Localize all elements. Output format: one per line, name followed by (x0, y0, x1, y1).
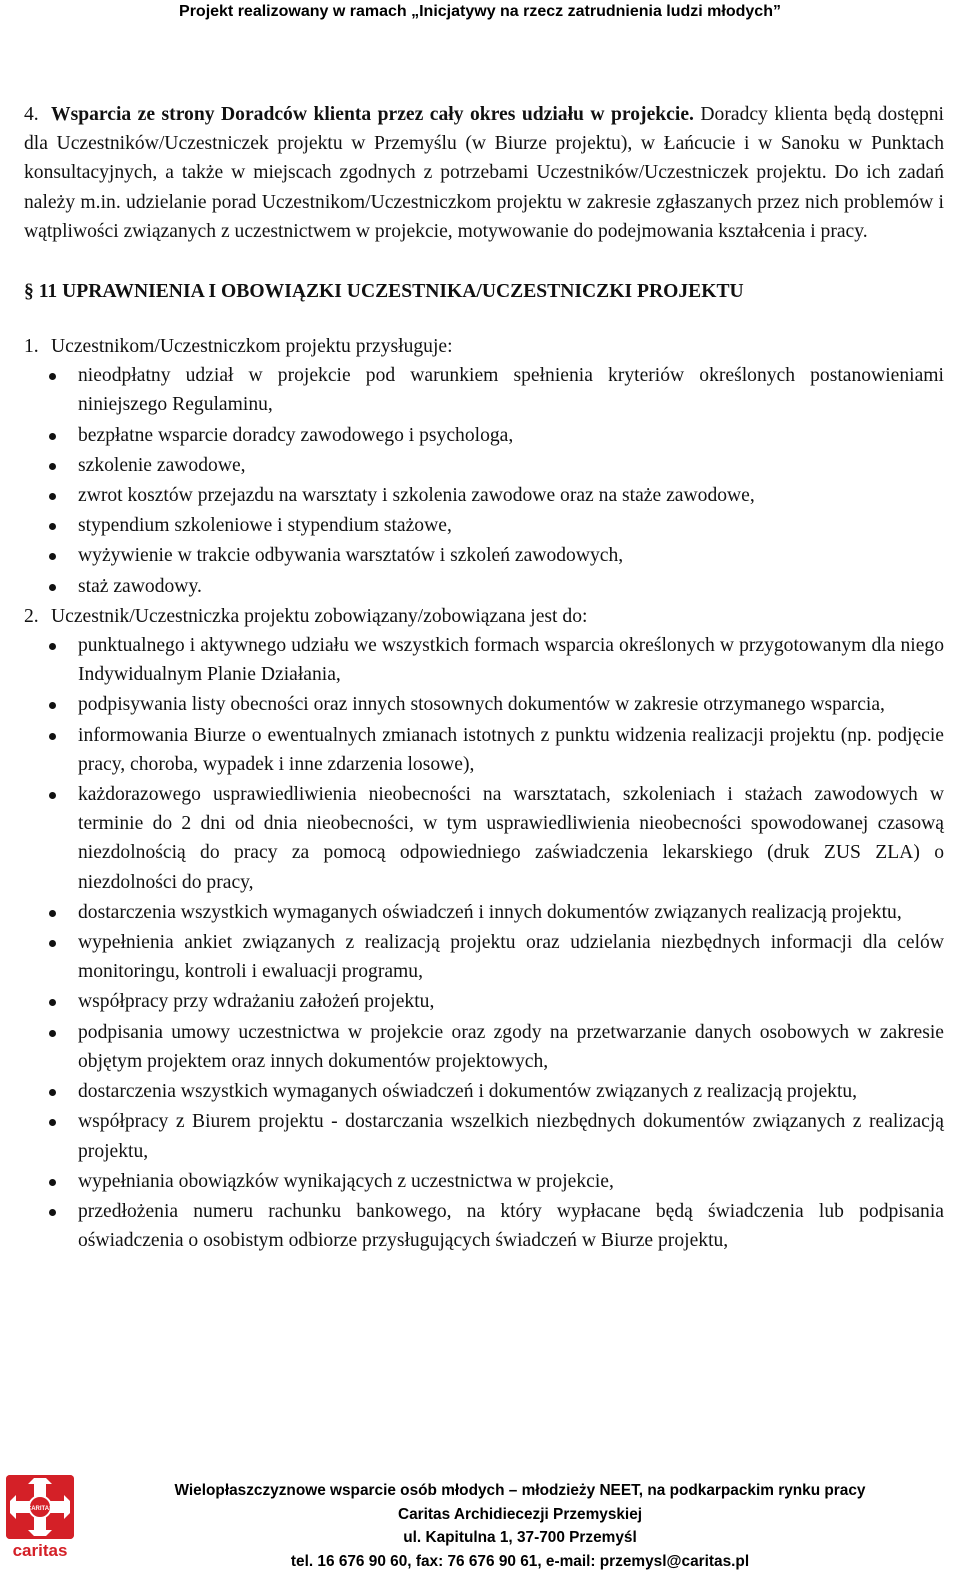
list-item (24, 541, 944, 570)
list-item (24, 631, 944, 689)
list-item (24, 1018, 944, 1076)
caritas-logo (6, 1475, 74, 1565)
list-item-text: informowania Biurze o ewentualnych zmianach istotnych z punktu widzenia realizacji projektu (np. podjęcie pracy, choroba, wypadek i inne zdarzenia losowe), (78, 724, 944, 775)
list-item (24, 987, 944, 1016)
list-item-text: szkolenie zawodowe, (78, 454, 246, 476)
bullet-icon (49, 523, 56, 530)
list-item (24, 481, 944, 510)
list-item-text: przedłożenia numeru rachunku bankowego, na który wypłacane będą świadczenia lub podpisania oświadczenia o osobistym odbiorze przysługujących świadczeń w Biurze projektu, (78, 1200, 944, 1252)
item-number: 1. (24, 336, 39, 358)
numbered-item-2 (24, 602, 944, 1255)
list-item-text: zwrot kosztów przejazdu na warsztaty i szkolenia zawodowe oraz na staże zawodowe, (78, 485, 755, 507)
footer-line-2: Caritas Archidiecezji Przemyskiej (397, 1505, 643, 1523)
list-item (24, 928, 944, 986)
list-item (24, 1197, 944, 1255)
bullet-icon (49, 1179, 56, 1186)
list-item (24, 721, 944, 779)
point-4-number: 4. (24, 104, 39, 125)
footer-line-1: Wielopłaszczyznowe wsparcie osób młodych – młodzieży NEET, na podkarpackim rynku pracy (174, 1482, 866, 1499)
bullet-icon (49, 463, 56, 470)
list-item-text: każdorazowego usprawiedliwienia nieobecności na warsztatach, szkoleniach i stażach zawodowych w terminie do 2 dni od dnia nieobecności, w tym usprawiedliwienia nieobecności spowodowanej czasową niezdolnością do pracy za pomocą odpowiedniego zaświadczenia lekarskiego (druk ZUS ZLA) o niezdolności do pracy, (78, 784, 944, 893)
list-item (24, 1077, 944, 1106)
list-item-text: stypendium szkoleniowe i stypendium stażowe, (78, 515, 452, 537)
list-item (24, 1107, 944, 1165)
document-body (24, 100, 944, 1256)
bullet-icon (49, 910, 56, 917)
list-item-text: bezpłatne wsparcie doradcy zawodowego i psychologa, (78, 424, 514, 446)
item-heading-text: Uczestnik/Uczestniczka projektu zobowiązany/zobowiązana jest do: (51, 605, 588, 627)
bullet-icon (49, 373, 56, 380)
bullet-icon (49, 433, 56, 440)
footer-text (80, 1479, 960, 1573)
list-item (24, 572, 944, 601)
caritas-cross-icon (6, 1475, 74, 1539)
list-item (24, 511, 944, 540)
header-title: Projekt realizowany w ramach „Inicjatywy na rzecz zatrudnienia ludzi młodych” (179, 3, 781, 20)
point-4-paragraph (24, 100, 944, 246)
list-item (24, 361, 944, 419)
point-4-text: Doradcy klienta będą dostępni dla Uczestników/Uczestniczek projektu w Przemyślu (w Biurze projektu), w Łańcucie i w Sanoku w Punktach konsultacyjnych, a także w miejscach zgodnych z potrzebami Uczestników/Uczestniczek projektu. Do ich zadań należy m.in. udzielanie porad Uczestnikom/Uczestniczkom projektu w zakresie zgłaszanych przez nich problemów i wątpliwości związanych z uczestnictwem w projekcie, motywowanie do podejmowania kształcenia i pracy. (24, 104, 944, 242)
footer-line-4: tel. 16 676 90 60, fax: 76 676 90 61, e-mail: przemysl@caritas.pl (290, 1552, 750, 1570)
section-title-text: § 11 UPRAWNIENIA I OBOWIĄZKI UCZESTNIKA/UCZESTNICZKI PROJEKTU (24, 281, 744, 303)
numbered-item-1 (24, 332, 944, 601)
item-heading-text: Uczestnikom/Uczestniczkom projektu przysługuje: (51, 336, 453, 358)
page-footer (0, 1475, 960, 1588)
page-header (0, 0, 960, 24)
bullet-icon (49, 999, 56, 1006)
list-item (24, 780, 944, 897)
bullet-icon (49, 733, 56, 740)
list-item-text: dostarczenia wszystkich wymaganych oświadczeń i dokumentów związanych z realizacją projektu, (78, 1081, 858, 1103)
bullet-icon (49, 1119, 56, 1126)
list-item (24, 1167, 944, 1196)
logo-emblem-text: CARITAS (26, 1506, 54, 1512)
item-heading (24, 332, 944, 361)
bullet-icon (49, 1089, 56, 1096)
list-item-text: wyżywienie w trakcie odbywania warsztatów i szkoleń zawodowych, (78, 545, 624, 567)
list-item (24, 690, 944, 719)
list-item-text: dostarczenia wszystkich wymaganych oświadczeń i innych dokumentów związanych realizacją projektu, (78, 901, 902, 923)
bullet-icon (49, 1209, 56, 1216)
list-item-text: podpisywania listy obecności oraz innych stosownych dokumentów w zakresie otrzymanego wsparcia, (78, 694, 885, 716)
bullet-icon (49, 940, 56, 947)
bullet-icon (49, 584, 56, 591)
bullet-icon (49, 1030, 56, 1037)
bullet-icon (49, 643, 56, 650)
list-item-text: wypełniania obowiązków wynikających z uczestnictwa w projekcie, (78, 1170, 614, 1192)
bullet-icon (49, 792, 56, 799)
list-item (24, 898, 944, 927)
list-item (24, 421, 944, 450)
bullet-list (24, 631, 944, 1255)
bullet-icon (49, 702, 56, 709)
list-item-text: staż zawodowy. (78, 575, 202, 597)
item-number: 2. (24, 605, 39, 627)
list-item (24, 451, 944, 480)
list-item-text: współpracy przy wdrażaniu założeń projektu, (78, 991, 435, 1013)
list-item-text: punktualnego i aktywnego udziału we wszystkich formach wsparcia określonych w przygotowanym dla niego Indywidualnym Planie Działania, (78, 635, 944, 686)
bullet-icon (49, 553, 56, 560)
bullet-icon (49, 493, 56, 500)
list-item-text: współpracy z Biurem projektu - dostarczania wszelkich niezbędnych dokumentów związanych z realizacją projektu, (78, 1111, 944, 1162)
section-title (24, 277, 944, 306)
list-item-text: podpisania umowy uczestnictwa w projekcie oraz zgody na przetwarzanie danych osobowych w zakresie objętym projektem oraz innych dokumentów projektowych, (78, 1021, 944, 1072)
footer-line-3: ul. Kapitulna 1, 37-700 Przemyśl (403, 1529, 637, 1546)
list-item-text: nieodpłatny udział w projekcie pod warunkiem spełnienia kryteriów określonych postanowieniami niniejszego Regulaminu, (78, 365, 944, 416)
logo-wordmark: caritas (12, 1541, 68, 1560)
item-heading (24, 602, 944, 631)
point-4-bold-text: Wsparcia ze strony Doradców klienta przez cały okres udziału w projekcie. (51, 104, 694, 125)
bullet-list (24, 361, 944, 601)
list-item-text: wypełnienia ankiet związanych z realizacją projektu oraz udzielania niezbędnych informacji dla celów monitoringu, kontroli i ewaluacji programu, (78, 932, 944, 983)
